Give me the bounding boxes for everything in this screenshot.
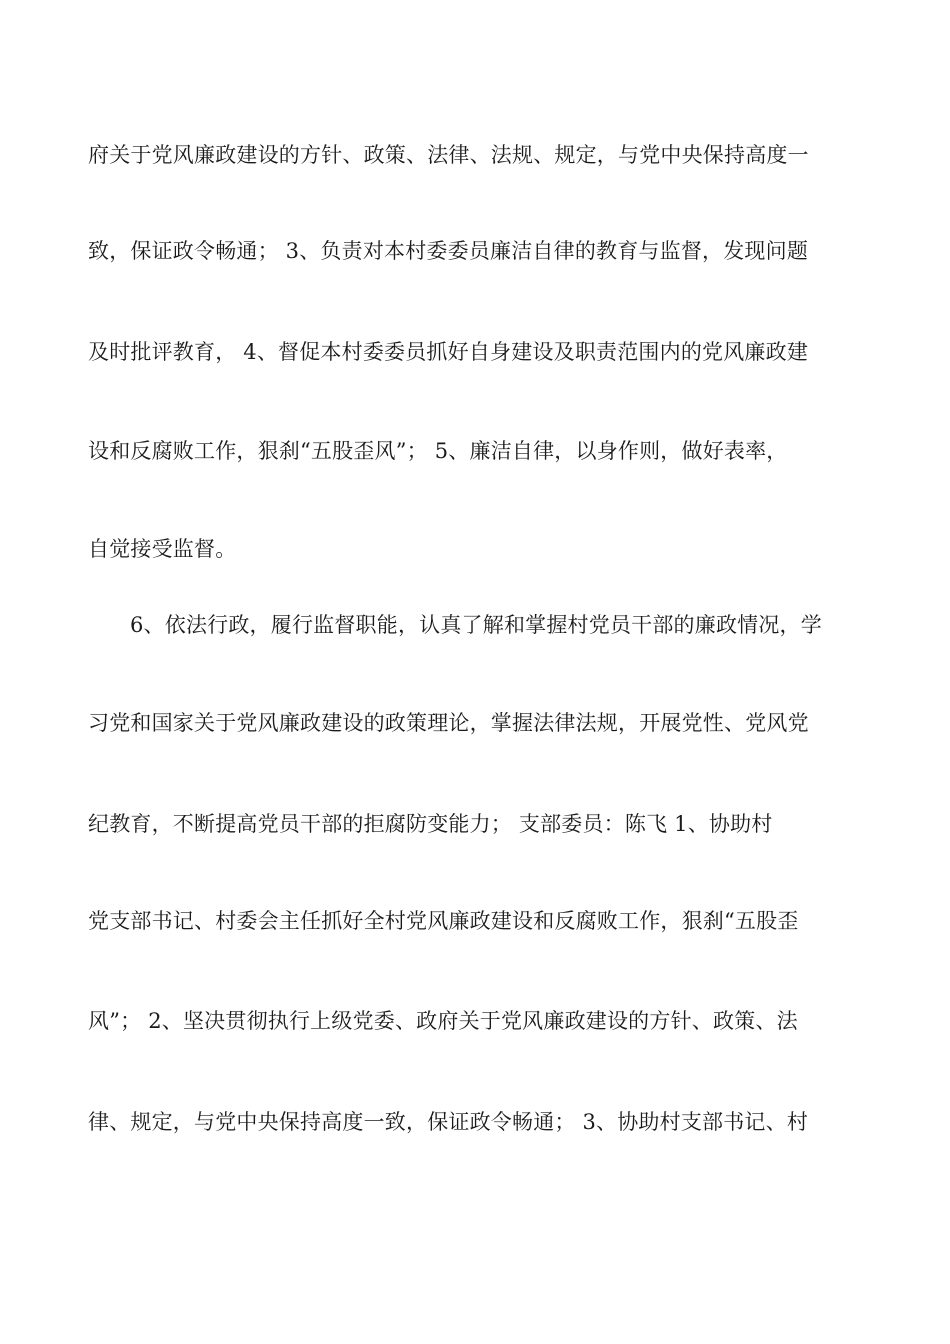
- paragraph-first-line: 6、依法行政，履行监督职能，认真了解和掌握村党员干部的廉政情况，学: [130, 613, 822, 637]
- text-line: 致，保证政令畅通； 3、负责对本村委委员廉洁自律的教育与监督，发现问题: [88, 239, 809, 263]
- text-line: 设和反腐败工作，狠刹“五股歪风”； 5、廉洁自律，以身作则，做好表率，: [88, 439, 788, 463]
- text-line: 及时批评教育， 4、督促本村委委员抓好自身建设及职责范围内的党风廉政建: [88, 340, 809, 364]
- text-line: 党支部书记、村委会主任抓好全村党风廉政建设和反腐败工作，狠刹“五股歪: [88, 909, 799, 933]
- text-line: 自觉接受监督。: [88, 537, 237, 561]
- text-line: 风”； 2、坚决贯彻执行上级党委、政府关于党风廉政建设的方针、政策、法: [88, 1009, 798, 1033]
- text-line: 习党和国家关于党风廉政建设的政策理论，掌握法律法规，开展党性、党风党: [88, 711, 809, 735]
- text-line: 律、规定，与党中央保持高度一致，保证政令畅通； 3、协助村支部书记、村: [88, 1110, 809, 1134]
- text-line: 纪教育，不断提高党员干部的拒腐防变能力； 支部委员：陈飞 1、协助村: [88, 812, 773, 836]
- text-line: 府关于党风廉政建设的方针、政策、法律、法规、规定，与党中央保持高度一: [88, 143, 809, 167]
